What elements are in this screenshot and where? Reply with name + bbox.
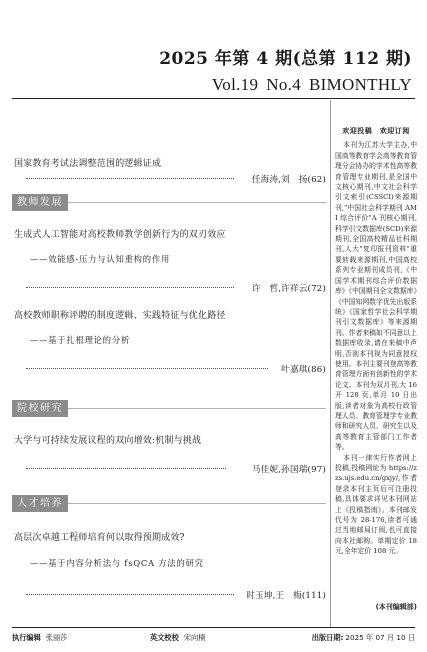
toc-entry[interactable]	[12, 227, 326, 294]
section-rule	[68, 503, 326, 504]
exec-editor-label: 执行编辑	[12, 633, 41, 642]
article-title[interactable]: 高校教师职称评聘的制度逻辑、实践特征与优化路径	[14, 311, 226, 321]
frequency: BIMONTHLY	[309, 75, 412, 94]
issue-number-en	[150, 75, 412, 95]
article-subtitle: ——效能感-压力与认知重构的作用	[30, 254, 171, 264]
sidebar-paragraph: 本刊为江苏大学主办,中国高等教育学会高等教育管理分会协办的学术性高等教育管理专业期刊,是全国中文核心期刊,中文社会科学引文索引(CSSCI)来源期刊,"中国社会科学期刊 AMI 综合评价"A 刊核心期刊,科学引文数据库(SCD)来源期刊,全国高校精品社科期刊,人大"复印报刊资料"重要转载来源期刊,中国高校系列专业期刊成员刊,《中国学术期刊综合评价数据库》《中国期刊全文数据库》《中国知网数字优先出版系统》《国家哲学社会科学期刊引文数据库》等来源期刊。作者来稿如不同意以上数据库收录,请在来稿中声明,否则本刊视为同意授权使用。本刊主要刊登高等教育管理方面有创新性的学术论文。本刊为双月刊,大 16 开 128 页,单月 10 日出版,读者对象为高校行政管理人员、教育管理学专业教师和研究人员、研究生以及高等教育主管部门工作者等。	[335, 141, 417, 452]
exec-editor	[12, 633, 67, 643]
column-divider	[330, 100, 331, 627]
toc-entry[interactable]	[12, 156, 326, 186]
toc-entry[interactable]	[12, 308, 326, 373]
article-authors: 任海涛,刘 扬(62)	[251, 175, 326, 185]
leader-dots	[26, 178, 234, 179]
leader-dots	[26, 368, 268, 369]
sidebar-signature: (本刊编辑部)	[375, 603, 417, 611]
article-authors: 叶嘉琪(86)	[281, 365, 326, 375]
publication-date-value: 2025 年 07 月 10 日	[345, 633, 415, 642]
article-authors: 许 哲,许祥云(72)	[251, 284, 326, 294]
number: No.4	[266, 75, 301, 94]
leader-dots	[26, 594, 234, 595]
english-proofreader-name: 宋向楠	[183, 633, 206, 642]
leader-dots	[26, 287, 234, 288]
article-title[interactable]: 大学与可持续发展议程的双向增效:机制与挑战	[14, 436, 202, 446]
toc-entry[interactable]	[12, 530, 326, 600]
section-rule	[68, 202, 326, 203]
call-for-papers	[335, 126, 417, 611]
section-rule	[68, 408, 326, 409]
section-header	[12, 400, 326, 417]
english-proofreader	[150, 633, 205, 643]
header-rule	[12, 98, 415, 99]
article-title[interactable]: 国家教育考试法调整范围的逻辑证成	[14, 159, 162, 169]
article-title[interactable]: 生成式人工智能对高校教师教学创新行为的双刃效应	[14, 230, 226, 240]
section-header	[12, 495, 326, 512]
section-header	[12, 194, 326, 211]
footer-rule	[12, 627, 415, 628]
issue-header	[150, 44, 412, 95]
article-authors: 马佳妮,孙国瑞(97)	[251, 465, 326, 475]
leader-dots	[26, 468, 226, 469]
volume: Vol.19	[211, 75, 259, 94]
english-proofreader-label: 英文校校	[150, 633, 179, 642]
article-authors: 时玉坤,王 梅(111)	[246, 591, 326, 601]
article-subtitle: ——基于扎根理论的分析	[30, 335, 131, 345]
publication-date	[312, 633, 415, 643]
sidebar-heading: 欢迎投稿 欢迎订阅	[342, 126, 410, 135]
section-title: 教师发展	[12, 194, 68, 211]
article-title[interactable]: 高层次卓越工程师培育何以取得预期成效?	[14, 533, 185, 543]
section-title: 院校研究	[12, 400, 68, 417]
table-of-contents	[12, 100, 326, 626]
exec-editor-name: 张丽莎	[45, 633, 68, 642]
publication-date-label: 出版日期:	[311, 633, 344, 642]
article-subtitle: ——基于内容分析法与 fsQCA 方法的研究	[30, 558, 204, 568]
section-title: 人才培养	[12, 495, 68, 512]
toc-entry[interactable]	[12, 433, 326, 473]
sidebar-paragraph: 本刊一律实行作者网上投稿,投稿网址为 https://zzs.ujs.edu.cn/gxjy/,作者登录本刊主页后可注册投稿,具体要求详见本刊网站上《投稿指南》。本刊邮发代号为 28-176,读者可通过当地邮局订阅,也可直接向本社邮购。单期定价 18 元,全年定价 108 元。	[335, 453, 417, 556]
issue-number-cn: 2025 年第 4 期(总第 112 期)	[159, 49, 412, 69]
